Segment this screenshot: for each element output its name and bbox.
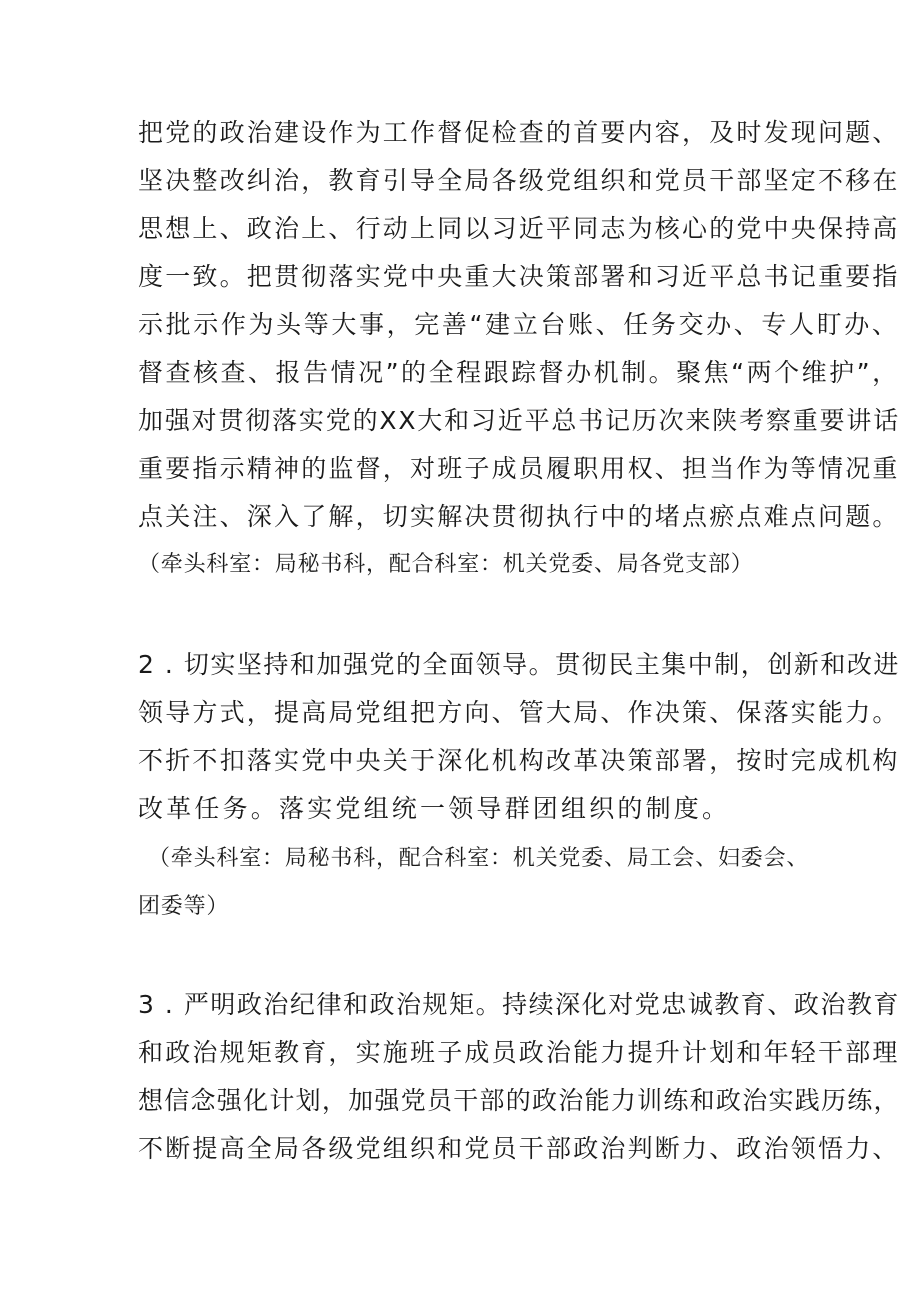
- paragraph-line: 把党的政治建设作为工作督促检查的首要内容，及时发现问题、: [138, 118, 900, 147]
- paragraph-line: 不折不扣落实党中央关于深化机构改革决策部署，按时完成机构: [138, 746, 900, 775]
- paragraph-line: 坚决整改纠治，教育引导全局各级党组织和党员干部坚定不移在: [138, 166, 900, 195]
- paragraph-line: 想信念强化计划，加强党员干部的政治能力训练和政治实践历练，: [138, 1086, 900, 1115]
- paragraph-line: 督查核查、报告情况”的全程跟踪督办机制。聚焦“两个维护”，: [138, 358, 900, 387]
- paragraph-line: 加强对贯彻落实党的XX大和习近平总书记历次来陕考察重要讲话: [138, 406, 901, 435]
- paragraph-line: 度一致。把贯彻落实党中央重大决策部署和习近平总书记重要指: [138, 262, 900, 291]
- responsibility-note: （牵头科室：局秘书科，配合科室：机关党委、局工会、妇委会、: [148, 846, 810, 871]
- paragraph-line: 领导方式，提高局党组把方向、管大局、作决策、保落实能力。: [138, 698, 900, 727]
- paragraph-line: 示批示作为头等大事，完善“建立台账、任务交办、专人盯办、: [138, 310, 900, 339]
- paragraph-line: 思想上、政治上、行动上同以习近平同志为核心的党中央保持高: [138, 214, 900, 243]
- responsibility-note: 团委等）: [138, 894, 230, 919]
- paragraph-line: 重要指示精神的监督，对班子成员履职用权、担当作为等情况重: [138, 454, 900, 483]
- paragraph-line: 2 . 切实坚持和加强党的全面领导。贯彻民主集中制，创新和改进: [138, 650, 900, 679]
- responsibility-note: （牵头科室：局秘书科，配合科室：机关党委、局各党支部）: [138, 552, 754, 577]
- paragraph-line: 改革任务。落实党组统一领导群团组织的制度。: [138, 794, 731, 823]
- paragraph-line: 点关注、深入了解，切实解决贯彻执行中的堵点瘀点难点问题。: [138, 502, 900, 531]
- paragraph-line: 和政治规矩教育，实施班子成员政治能力提升计划和年轻干部理: [138, 1038, 900, 1067]
- paragraph-line: 不断提高全局各级党组织和党员干部政治判断力、政治领悟力、: [138, 1134, 900, 1163]
- paragraph-line: 3 . 严明政治纪律和政治规矩。持续深化对党忠诚教育、政治教育: [138, 990, 900, 1019]
